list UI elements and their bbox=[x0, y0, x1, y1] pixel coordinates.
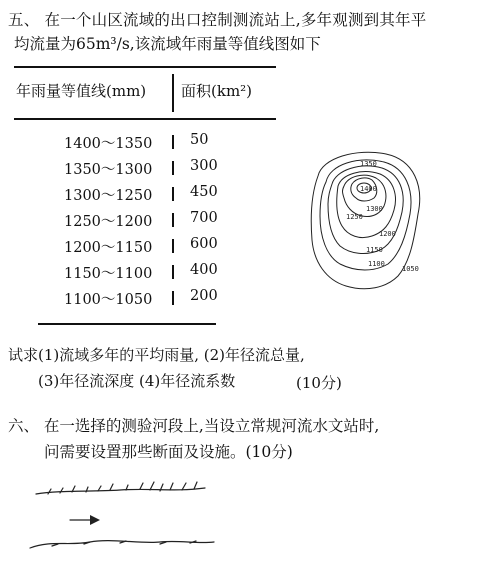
isohyet-label-1350: 1350 bbox=[360, 160, 377, 168]
table-row-area: 200 bbox=[190, 288, 218, 304]
table-row-range: 1150～1100 bbox=[64, 266, 153, 282]
isohyet-label-1150: 1150 bbox=[366, 246, 383, 254]
header-isohyet: 年雨量等值线(mm) bbox=[16, 82, 147, 100]
question-6-line-2: 问需要设置那些断面及设施。(10分) bbox=[44, 443, 293, 461]
isohyet-label-1400: 1400 bbox=[360, 185, 377, 193]
river-upper-bank-hatching bbox=[48, 482, 197, 494]
table-row-area: 300 bbox=[190, 158, 218, 174]
isohyet-label-1050: 1050 bbox=[402, 265, 419, 273]
table-row-area: 700 bbox=[190, 210, 218, 226]
question-6-line-1: 六、 在一选择的测验河段上,当设立常规河流水文站时, bbox=[8, 417, 380, 435]
question-5-points: (10分) bbox=[296, 374, 342, 392]
header-area: 面积(km²) bbox=[181, 82, 253, 100]
isohyet-label-1300: 1300 bbox=[366, 205, 383, 213]
flow-arrow-head bbox=[90, 515, 100, 525]
table-row-area: 400 bbox=[190, 262, 218, 278]
question-5-ask-line-1: 试求(1)流域多年的平均雨量, (2)年径流总量, bbox=[8, 346, 305, 364]
question-5-ask-line-2: (3)年径流深度 (4)年径流系数 bbox=[38, 372, 236, 390]
table-row-range: 1100～1050 bbox=[64, 292, 153, 308]
table-row-range: 1400～1350 bbox=[64, 136, 153, 152]
question-5-line-2: 均流量为65m³/s,该流域年雨量等值线图如下 bbox=[14, 35, 321, 53]
table-row-range: 1350～1300 bbox=[64, 162, 153, 178]
table-row-range: 1200～1150 bbox=[64, 240, 153, 256]
question-5-line-1: 五、 在一个山区流域的出口控制测流站上,多年观测到其年平 bbox=[8, 11, 427, 29]
table-row-area: 50 bbox=[190, 132, 209, 148]
isohyet-label-1200: 1200 bbox=[379, 230, 396, 238]
table-row-range: 1250～1200 bbox=[64, 214, 153, 230]
table-row-area: 450 bbox=[190, 184, 218, 200]
table-row-range: 1300～1250 bbox=[64, 188, 153, 204]
isohyet-label-1250: 1250 bbox=[346, 213, 363, 221]
isohyet-label-1100: 1100 bbox=[368, 260, 385, 268]
table-row-area: 600 bbox=[190, 236, 218, 252]
